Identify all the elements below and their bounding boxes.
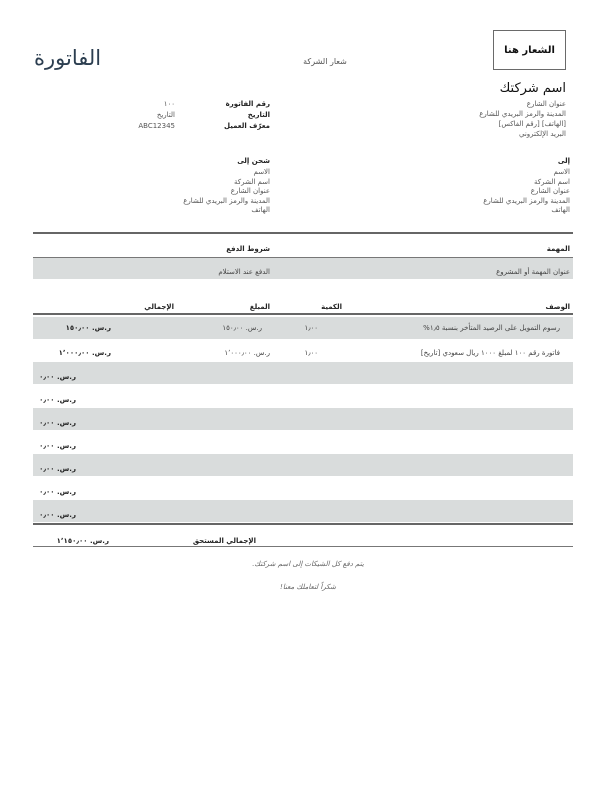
company-name: اسم شركتك	[499, 81, 566, 96]
table-bottom-divider	[33, 523, 573, 525]
table-header-divider	[33, 313, 573, 315]
quantity-header: الكمية	[321, 303, 342, 311]
company-logo-text: شعار الشركة	[303, 57, 347, 66]
invoice-meta-labels	[190, 99, 270, 132]
payment-terms-value: الدفع عند الاستلام	[218, 268, 270, 276]
total-due-value: ر.س. ١٬١٥٠٫٠٠	[56, 537, 109, 545]
row-total: ر.س. ٠٫٠٠	[39, 396, 76, 404]
bill-to-line: الاسم	[553, 168, 570, 176]
invoice-title: الفاتورة	[34, 46, 102, 70]
customer-id-value: ABC12345	[138, 122, 175, 130]
payment-note: يتم دفع كل الشيكات إلى اسم شركتك.	[252, 560, 364, 568]
row-shade	[33, 408, 573, 430]
company-address-line: عنوان الشارع	[526, 100, 566, 108]
row-description: رسوم التمويل على الرصيد المتأخر بنسبة ١٫٥%	[423, 324, 560, 332]
row-description: فاتورة رقم ١٠٠ لمبلغ ١٠٠٠ ريال سعودي [تاريخ]	[420, 349, 560, 357]
row-shade	[33, 454, 573, 476]
job-header: المهمة	[546, 245, 570, 253]
row-quantity: ١٫٠٠	[304, 349, 318, 357]
bill-to-line: المدينة والرمز البريدي للشارع	[483, 196, 570, 205]
job-value: عنوان المهمة أو المشروع	[496, 268, 570, 276]
company-address-line: المدينة والرمز البريدي للشارع	[479, 110, 566, 118]
payment-terms-header: شروط الدفع	[226, 245, 270, 253]
invoice-number-label: رقم الفاتورة	[225, 100, 270, 108]
row-amount: ر.س. ١٥٠٫٠٠	[222, 324, 262, 332]
ship-to-line: الاسم	[253, 168, 270, 176]
ship-to-block	[110, 157, 270, 216]
invoice-meta-values	[105, 99, 175, 132]
amount-header: المبلغ	[249, 303, 270, 311]
row-total: ر.س. ٠٫٠٠	[39, 442, 76, 450]
total-divider	[33, 546, 573, 547]
row-shade	[33, 500, 573, 522]
company-address	[366, 99, 566, 139]
invoice-number-value: ١٠٠	[163, 100, 175, 108]
company-address-line: [الهاتف] [رقم الفاكس]	[498, 120, 566, 128]
row-amount: ر.س. ١٬٠٠٠٫٠٠	[224, 349, 270, 357]
total-header: الإجمالي	[144, 303, 174, 311]
job-row	[33, 257, 573, 279]
row-total: ر.س. ٠٫٠٠	[39, 511, 76, 519]
divider	[33, 232, 573, 234]
row-total: ر.س. ٠٫٠٠	[39, 465, 76, 473]
thank-you-note: شكراً لتعاملك معنا!	[280, 583, 336, 591]
total-due-label: الإجمالي المستحق	[192, 537, 256, 545]
row-total: ر.س. ١٬٠٠٠٫٠٠	[58, 349, 111, 357]
row-total: ر.س. ٠٫٠٠	[39, 373, 76, 381]
logo-placeholder: الشعار هنا	[493, 30, 566, 70]
ship-to-line: المدينة والرمز البريدي للشارع	[183, 196, 270, 205]
row-total: ر.س. ٠٫٠٠	[39, 488, 76, 496]
customer-id-label: معرّف العميل	[224, 122, 270, 130]
bill-to-line: اسم الشركة	[534, 177, 570, 186]
date-value: التاريخ	[156, 111, 175, 119]
table-row	[33, 349, 573, 361]
description-header: الوصف	[545, 303, 570, 311]
ship-to-line: عنوان الشارع	[230, 187, 270, 195]
bill-to-line: الهاتف	[551, 206, 570, 214]
bill-to-block	[410, 157, 570, 216]
ship-to-line: اسم الشركة	[234, 177, 270, 186]
date-label: التاريخ	[247, 111, 270, 119]
row-total: ر.س. ١٥٠٫٠٠	[65, 324, 111, 332]
row-quantity: ١٫٠٠	[304, 324, 318, 332]
ship-to-line: الهاتف	[251, 206, 270, 214]
row-total: ر.س. ٠٫٠٠	[39, 419, 76, 427]
company-address-line: البريد الإلكتروني	[519, 130, 566, 138]
bill-to-line: عنوان الشارع	[530, 187, 570, 195]
table-row	[33, 324, 573, 336]
ship-to-title: شحن إلى	[237, 157, 270, 165]
bill-to-title: إلى	[557, 157, 570, 165]
row-shade	[33, 362, 573, 384]
